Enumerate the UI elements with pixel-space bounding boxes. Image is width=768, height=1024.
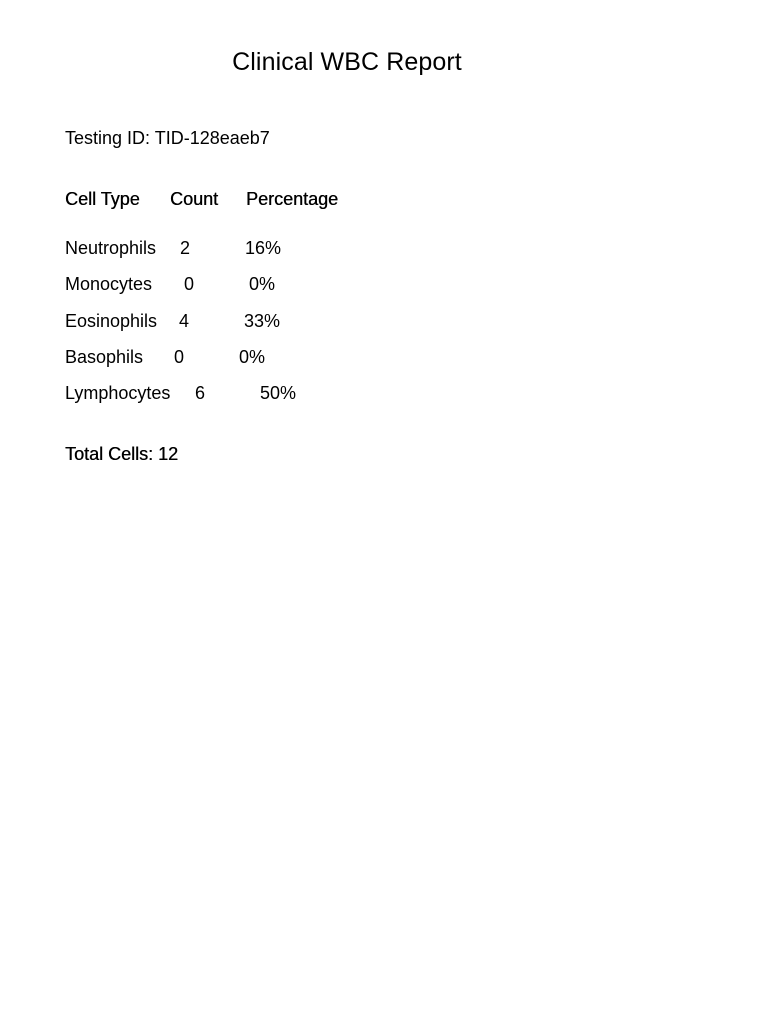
total-cells: Total Cells: 12 xyxy=(65,444,179,464)
header-cell-type: Cell Type xyxy=(65,189,140,209)
cell-count: 6 xyxy=(195,383,206,403)
header-percentage: Percentage xyxy=(246,189,339,209)
cell-type: Basophils xyxy=(65,347,144,367)
cell-type: Lymphocytes xyxy=(65,383,171,403)
cell-percentage: 33% xyxy=(244,311,281,331)
cell-count: 0 xyxy=(174,347,185,367)
cell-percentage: 0% xyxy=(239,347,266,367)
table-row xyxy=(65,274,465,296)
table-row xyxy=(65,383,465,405)
cell-type: Neutrophils xyxy=(65,238,157,258)
cell-count: 4 xyxy=(179,311,190,331)
cell-count: 0 xyxy=(184,274,195,294)
testing-id: Testing ID: TID-128eaeb7 xyxy=(65,128,270,148)
cell-percentage: 50% xyxy=(260,383,297,403)
table-row xyxy=(65,311,465,333)
report-title: Clinical WBC Report xyxy=(232,48,462,76)
cell-percentage: 0% xyxy=(249,274,276,294)
cell-type: Monocytes xyxy=(65,274,153,294)
cell-percentage: 16% xyxy=(245,238,282,258)
table-row xyxy=(65,347,465,369)
header-count: Count xyxy=(170,189,219,209)
cell-count: 2 xyxy=(180,238,191,258)
table-row xyxy=(65,238,465,260)
cell-type: Eosinophils xyxy=(65,311,158,331)
